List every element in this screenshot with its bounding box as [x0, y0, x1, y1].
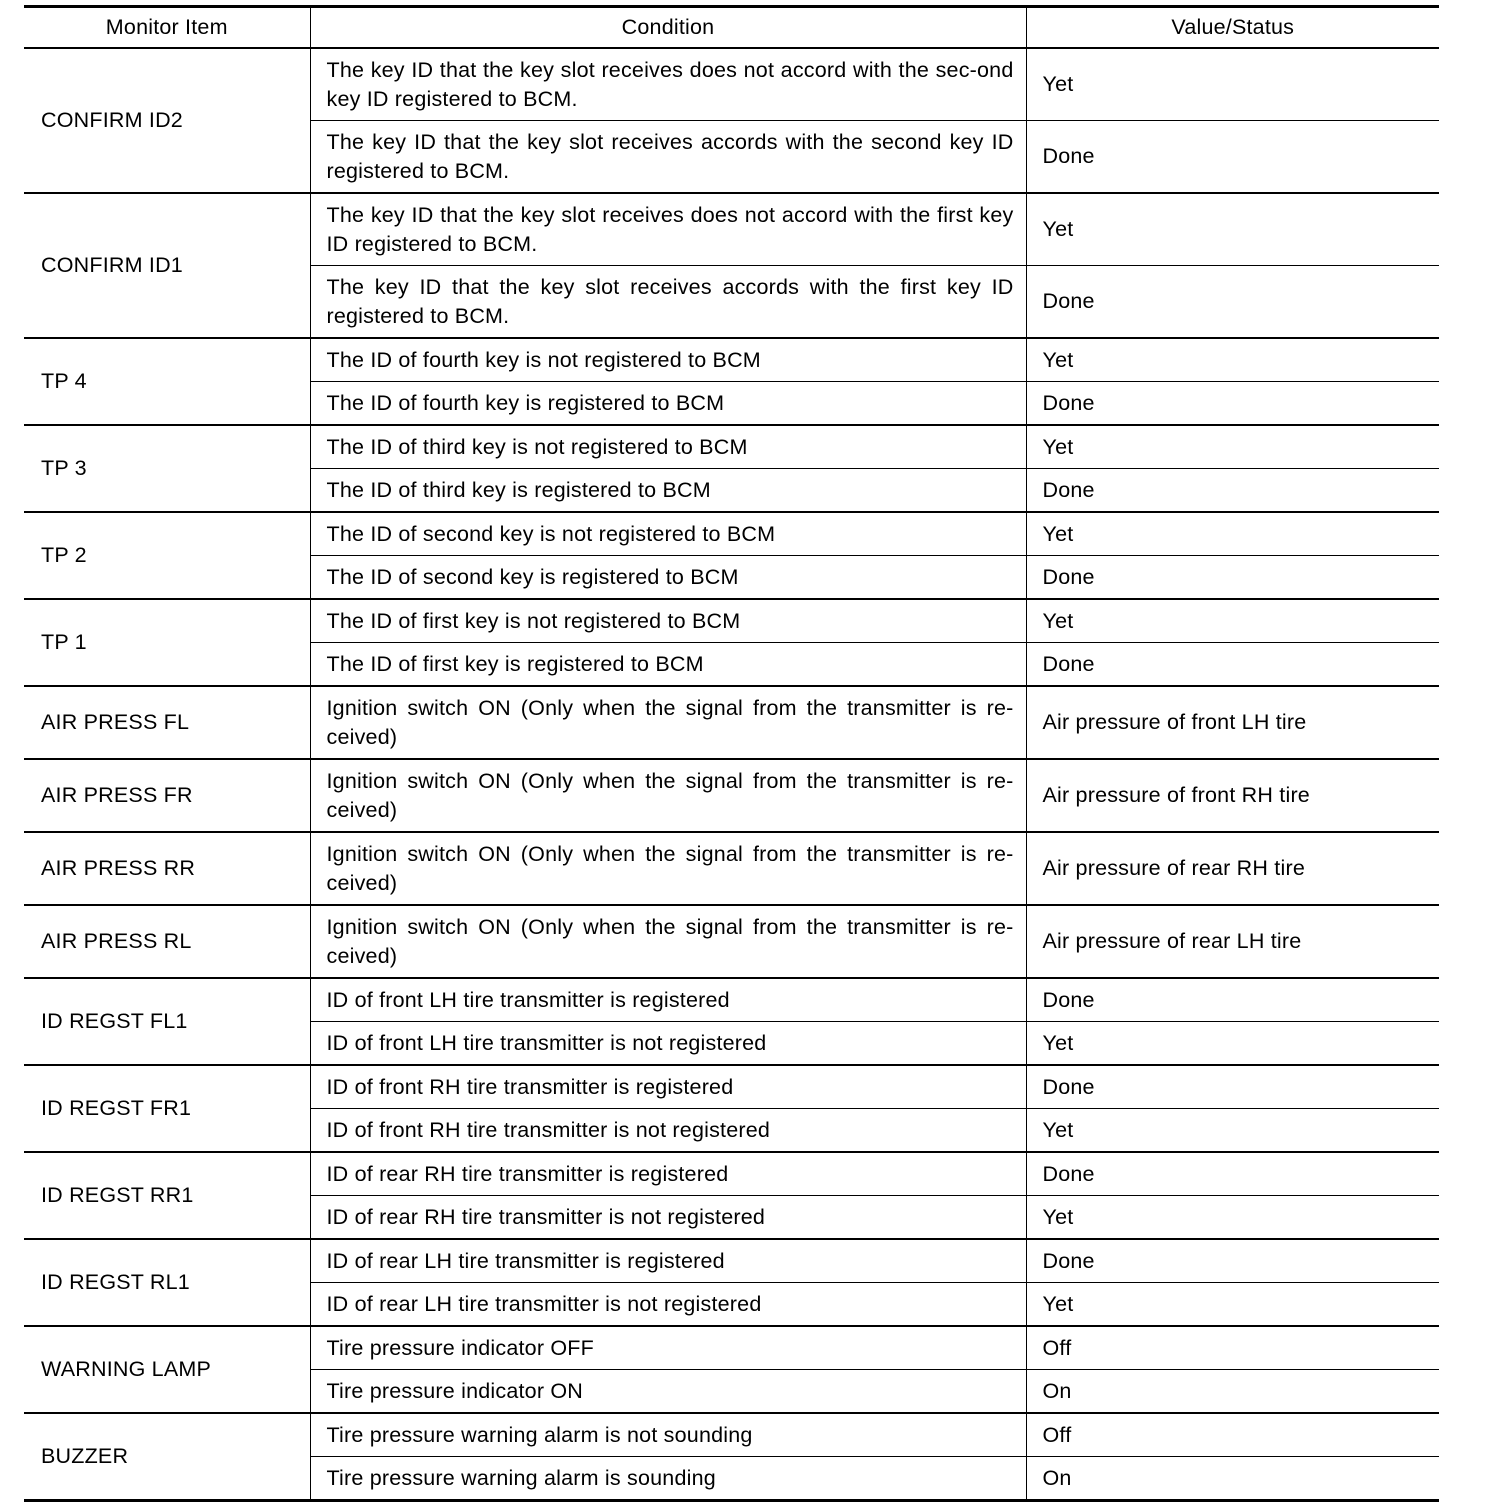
value-status-cell: Air pressure of rear RH tire	[1026, 832, 1439, 905]
value-status-cell: Yet	[1026, 599, 1439, 643]
value-status-cell: Air pressure of front LH tire	[1026, 686, 1439, 759]
value-status-cell: Done	[1026, 1239, 1439, 1283]
condition-cell: Ignition switch ON (Only when the signal from the transmitter is re-ceived)	[310, 832, 1026, 905]
monitor-item-cell: CONFIRM ID1	[24, 193, 310, 338]
condition-cell: The ID of first key is registered to BCM	[310, 643, 1026, 687]
table-row	[24, 193, 1439, 266]
condition-cell: The key ID that the key slot receives accords with the first key ID registered to BCM.	[310, 266, 1026, 339]
value-status-cell: Done	[1026, 469, 1439, 513]
value-status-cell: On	[1026, 1370, 1439, 1414]
monitor-item-cell: AIR PRESS RL	[24, 905, 310, 978]
value-status-cell: Air pressure of front RH tire	[1026, 759, 1439, 832]
condition-cell: ID of front LH tire transmitter is not registered	[310, 1022, 1026, 1066]
monitor-item-cell: ID REGST FL1	[24, 978, 310, 1065]
condition-cell: The key ID that the key slot receives does not accord with the first key ID registered to BCM.	[310, 193, 1026, 266]
value-status-cell: On	[1026, 1457, 1439, 1501]
table-row	[24, 338, 1439, 382]
condition-cell: Ignition switch ON (Only when the signal from the transmitter is re-ceived)	[310, 905, 1026, 978]
monitor-item-cell: ID REGST RR1	[24, 1152, 310, 1239]
table-row	[24, 1413, 1439, 1457]
value-status-cell: Off	[1026, 1326, 1439, 1370]
table-row	[24, 978, 1439, 1022]
monitor-item-cell: BUZZER	[24, 1413, 310, 1501]
value-status-cell: Yet	[1026, 1283, 1439, 1327]
header-value-status: Value/Status	[1026, 7, 1439, 49]
table-header-row	[24, 7, 1439, 49]
condition-cell: The ID of fourth key is not registered to BCM	[310, 338, 1026, 382]
monitor-item-cell: AIR PRESS RR	[24, 832, 310, 905]
condition-cell: ID of rear LH tire transmitter is registered	[310, 1239, 1026, 1283]
table-row	[24, 599, 1439, 643]
value-status-cell: Yet	[1026, 48, 1439, 121]
table-row	[24, 686, 1439, 759]
condition-cell: The ID of third key is registered to BCM	[310, 469, 1026, 513]
value-status-cell: Yet	[1026, 1109, 1439, 1153]
value-status-cell: Done	[1026, 556, 1439, 600]
table-row	[24, 759, 1439, 832]
monitor-item-table	[24, 5, 1439, 1502]
value-status-cell: Yet	[1026, 1196, 1439, 1240]
monitor-item-cell: ID REGST RL1	[24, 1239, 310, 1326]
monitor-item-cell: AIR PRESS FL	[24, 686, 310, 759]
condition-cell: The ID of first key is not registered to BCM	[310, 599, 1026, 643]
monitor-item-cell: AIR PRESS FR	[24, 759, 310, 832]
condition-cell: Tire pressure indicator ON	[310, 1370, 1026, 1414]
condition-cell: The ID of second key is not registered to BCM	[310, 512, 1026, 556]
condition-cell: ID of rear RH tire transmitter is registered	[310, 1152, 1026, 1196]
condition-cell: The ID of third key is not registered to BCM	[310, 425, 1026, 469]
condition-cell: Tire pressure warning alarm is sounding	[310, 1457, 1026, 1501]
monitor-item-cell: TP 4	[24, 338, 310, 425]
condition-cell: ID of rear RH tire transmitter is not registered	[310, 1196, 1026, 1240]
table-row	[24, 425, 1439, 469]
condition-cell: Tire pressure warning alarm is not sounding	[310, 1413, 1026, 1457]
monitor-item-cell: TP 2	[24, 512, 310, 599]
value-status-cell: Done	[1026, 978, 1439, 1022]
value-status-cell: Off	[1026, 1413, 1439, 1457]
condition-cell: The ID of second key is registered to BCM	[310, 556, 1026, 600]
table-body	[24, 48, 1439, 1501]
value-status-cell: Done	[1026, 1152, 1439, 1196]
value-status-cell: Done	[1026, 121, 1439, 194]
monitor-item-cell: TP 1	[24, 599, 310, 686]
table-row	[24, 832, 1439, 905]
monitor-item-cell: TP 3	[24, 425, 310, 512]
condition-cell: Ignition switch ON (Only when the signal from the transmitter is re-ceived)	[310, 686, 1026, 759]
header-condition: Condition	[310, 7, 1026, 49]
header-monitor-item: Monitor Item	[24, 7, 310, 49]
table-row	[24, 48, 1439, 121]
condition-cell: ID of front RH tire transmitter is registered	[310, 1065, 1026, 1109]
condition-cell: ID of front RH tire transmitter is not registered	[310, 1109, 1026, 1153]
value-status-cell: Done	[1026, 382, 1439, 426]
condition-cell: The key ID that the key slot receives accords with the second key ID registered to BCM.	[310, 121, 1026, 194]
table-row	[24, 1065, 1439, 1109]
condition-cell: Ignition switch ON (Only when the signal from the transmitter is re-ceived)	[310, 759, 1026, 832]
value-status-cell: Done	[1026, 643, 1439, 687]
value-status-cell: Done	[1026, 266, 1439, 339]
table-row	[24, 1152, 1439, 1196]
condition-cell: The key ID that the key slot receives does not accord with the sec-ond key ID registered to BCM.	[310, 48, 1026, 121]
monitor-item-cell: ID REGST FR1	[24, 1065, 310, 1152]
monitor-item-cell: WARNING LAMP	[24, 1326, 310, 1413]
condition-cell: Tire pressure indicator OFF	[310, 1326, 1026, 1370]
value-status-cell: Air pressure of rear LH tire	[1026, 905, 1439, 978]
value-status-cell: Yet	[1026, 193, 1439, 266]
value-status-cell: Yet	[1026, 1022, 1439, 1066]
table-row	[24, 1239, 1439, 1283]
table-row	[24, 1326, 1439, 1370]
condition-cell: The ID of fourth key is registered to BCM	[310, 382, 1026, 426]
value-status-cell: Yet	[1026, 338, 1439, 382]
value-status-cell: Done	[1026, 1065, 1439, 1109]
table-row	[24, 905, 1439, 978]
condition-cell: ID of rear LH tire transmitter is not registered	[310, 1283, 1026, 1327]
value-status-cell: Yet	[1026, 425, 1439, 469]
condition-cell: ID of front LH tire transmitter is registered	[310, 978, 1026, 1022]
monitor-item-cell: CONFIRM ID2	[24, 48, 310, 193]
value-status-cell: Yet	[1026, 512, 1439, 556]
table-row	[24, 512, 1439, 556]
